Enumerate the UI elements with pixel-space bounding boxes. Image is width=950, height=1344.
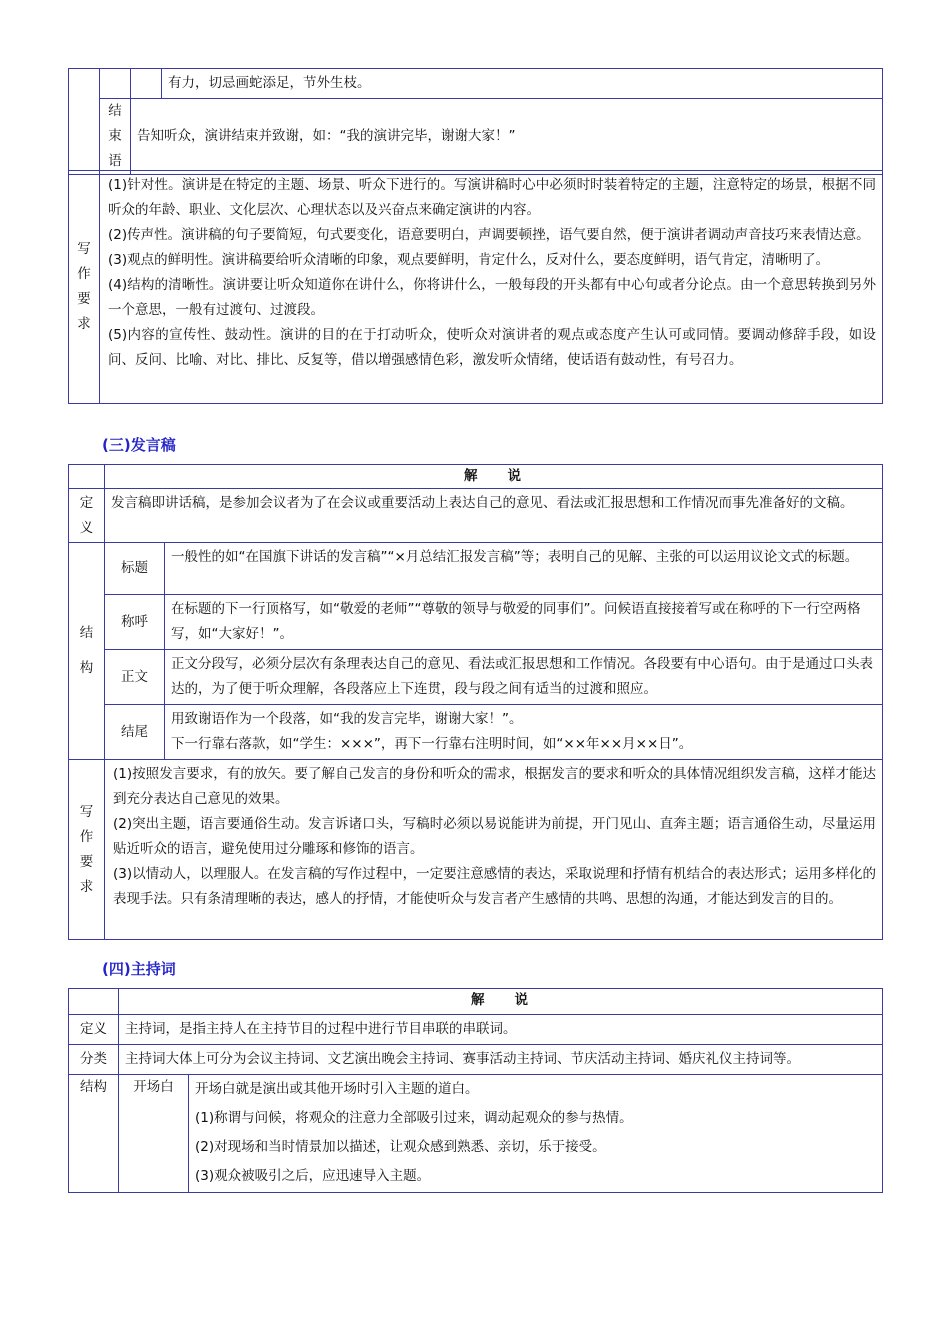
requirement-item: (1)针对性。演讲是在特定的主题、场景、听众下进行的。写演讲稿时心中必须时时装着特定的主题，注意特定的场景，根据不同听众的年龄、职业、文化层次、心理状态以及兴奋点来确定演讲的内容。 [108, 177, 876, 218]
table-header: 解 说 [105, 465, 883, 489]
opening-point: (2)对现场和当时情景加以描述，让观众感到熟悉、亲切，乐于接受。 [189, 1133, 883, 1162]
requirement-item: (2)突出主题，语言要通俗生动。发言诉诸口头，写稿时必须以易说能讲为前提，开门见山、直奔主题；语言通俗生动，尽量运用贴近听众的语言，避免使用过分雕琢和修饰的语言。 [113, 816, 876, 857]
requirement-item: (3)以情动人，以理服人。在发言稿的写作过程中，一定要注意感情的表达，采取说理和抒情有机结合的表达形式；运用多样化的表现手法。只有条清理晰的表达，感人的抒情，才能使听众与发言者产生感情的共鸣、思想的沟通，才能达到发言的目的。 [113, 866, 876, 907]
requirement-item: (2)传声性。演讲稿的句子要简短，句式要变化，语意要明白，声调要顿挫，语气要自然，便于演讲者调动声音技巧来表情达意。 [108, 227, 870, 243]
requirements-list [100, 171, 883, 404]
opening-point: (1)称谓与问候，将观众的注意力全部吸引过来，调动起观众的参与热情。 [189, 1104, 883, 1133]
requirement-item: (3)观点的鲜明性。演讲稿要给听众清晰的印象，观点要鲜明，肯定什么，反对什么，要态度鲜明，语气肯定，清晰明了。 [108, 252, 830, 268]
definition-text: 发言稿即讲话稿，是参加会议者为了在会议或重要活动上表达自己的意见、看法或汇报思想和工作情况而事先准备好的文稿。 [105, 489, 883, 543]
empty-left-cell [69, 69, 100, 175]
empty-cell [69, 989, 119, 1015]
structure-name: 标题 [105, 543, 165, 595]
structure-name: 结尾 [105, 705, 165, 760]
definition-text: 主持词，是指主持人在主持节目的过程中进行节目串联的串联词。 [119, 1015, 883, 1045]
definition-label: 定 义 [69, 489, 105, 543]
requirement-item: (4)结构的清晰性。演讲要让听众知道你在讲什么，你将讲什么，一般每段的开头都有中心句或者分论点。由一个意思转换到另外一个意思，一般有过渡句、过渡段。 [108, 277, 876, 318]
definition-label: 定义 [69, 1015, 119, 1045]
structure-label: 结构 [69, 1075, 119, 1193]
requirement-item: (5)内容的宣传性、鼓动性。演讲的目的在于打动听众，使听众对演讲者的观点或态度产生认可或同情。要调动修辞手段，如设问、反问、比喻、对比、排比、反复等，借以增强感情色彩，激发听众情绪，使话语有鼓动性，有号召力。 [108, 327, 876, 368]
empty-cell [131, 69, 162, 99]
requirements-label: 写 作 要 求 [69, 760, 105, 940]
requirements-label: 写 作 要 求 [69, 171, 100, 404]
table-header: 解 说 [119, 989, 883, 1015]
opening-intro: 开场白就是演出或其他开场时引入主题的道白。 [189, 1075, 883, 1105]
ending-label: 结 束 语 [100, 99, 131, 175]
classification-label: 分类 [69, 1045, 119, 1075]
requirement-item: (1)按照发言要求，有的放矢。要了解自己发言的身份和听众的需求，根据发言的要求和听众的具体情况组织发言稿，这样才能达到充分表达自己意见的效果。 [113, 766, 876, 807]
speech-draft-table [68, 464, 883, 940]
section-title-host-script: (四)主持词 [102, 960, 176, 978]
empty-cell [100, 69, 131, 99]
structure-text: 在标题的下一行顶格写，如“敬爱的老师”“尊敬的领导与敬爱的同事们”。问候语直接接着写或在称呼的下一行空两格写，如“大家好！”。 [165, 595, 883, 650]
structure-label: 结 构 [69, 543, 105, 760]
opening-label: 开场白 [119, 1075, 189, 1193]
classification-text: 主持词大体上可分为会议主持词、文艺演出晚会主持词、赛事活动主持词、节庆活动主持词、婚庆礼仪主持词等。 [119, 1045, 883, 1075]
structure-text: 用致谢语作为一个段落，如“我的发言完毕，谢谢大家！”。 下一行靠右落款，如“学生：×××”，再下一行靠右注明时间，如“××年××月××日”。 [165, 705, 883, 760]
structure-text: 一般性的如“在国旗下讲话的发言稿”“×月总结汇报发言稿”等；表明自己的见解、主张的可以运用议论文式的标题。 [165, 543, 883, 595]
opening-point: (3)观众被吸引之后，应迅速导入主题。 [189, 1162, 883, 1192]
requirements-list [105, 760, 883, 940]
structure-text: 正文分段写，必须分层次有条理表达自己的意见、看法或汇报思想和工作情况。各段要有中心语句。由于是通过口头表达的，为了便于听众理解，各段落应上下连贯，段与段之间有适当的过渡和照应。 [165, 650, 883, 705]
structure-name: 正文 [105, 650, 165, 705]
host-script-table [68, 988, 883, 1193]
section-title-speech-draft: (三)发言稿 [102, 436, 176, 454]
structure-name: 称呼 [105, 595, 165, 650]
continuation-text: 有力，切忌画蛇添足，节外生枝。 [162, 69, 883, 99]
speech-requirements-table [68, 170, 883, 404]
empty-cell [69, 465, 105, 489]
ending-text: 告知听众，演讲结束并致谢，如：“我的演讲完毕，谢谢大家！” [131, 99, 883, 175]
speech-table [68, 68, 883, 175]
